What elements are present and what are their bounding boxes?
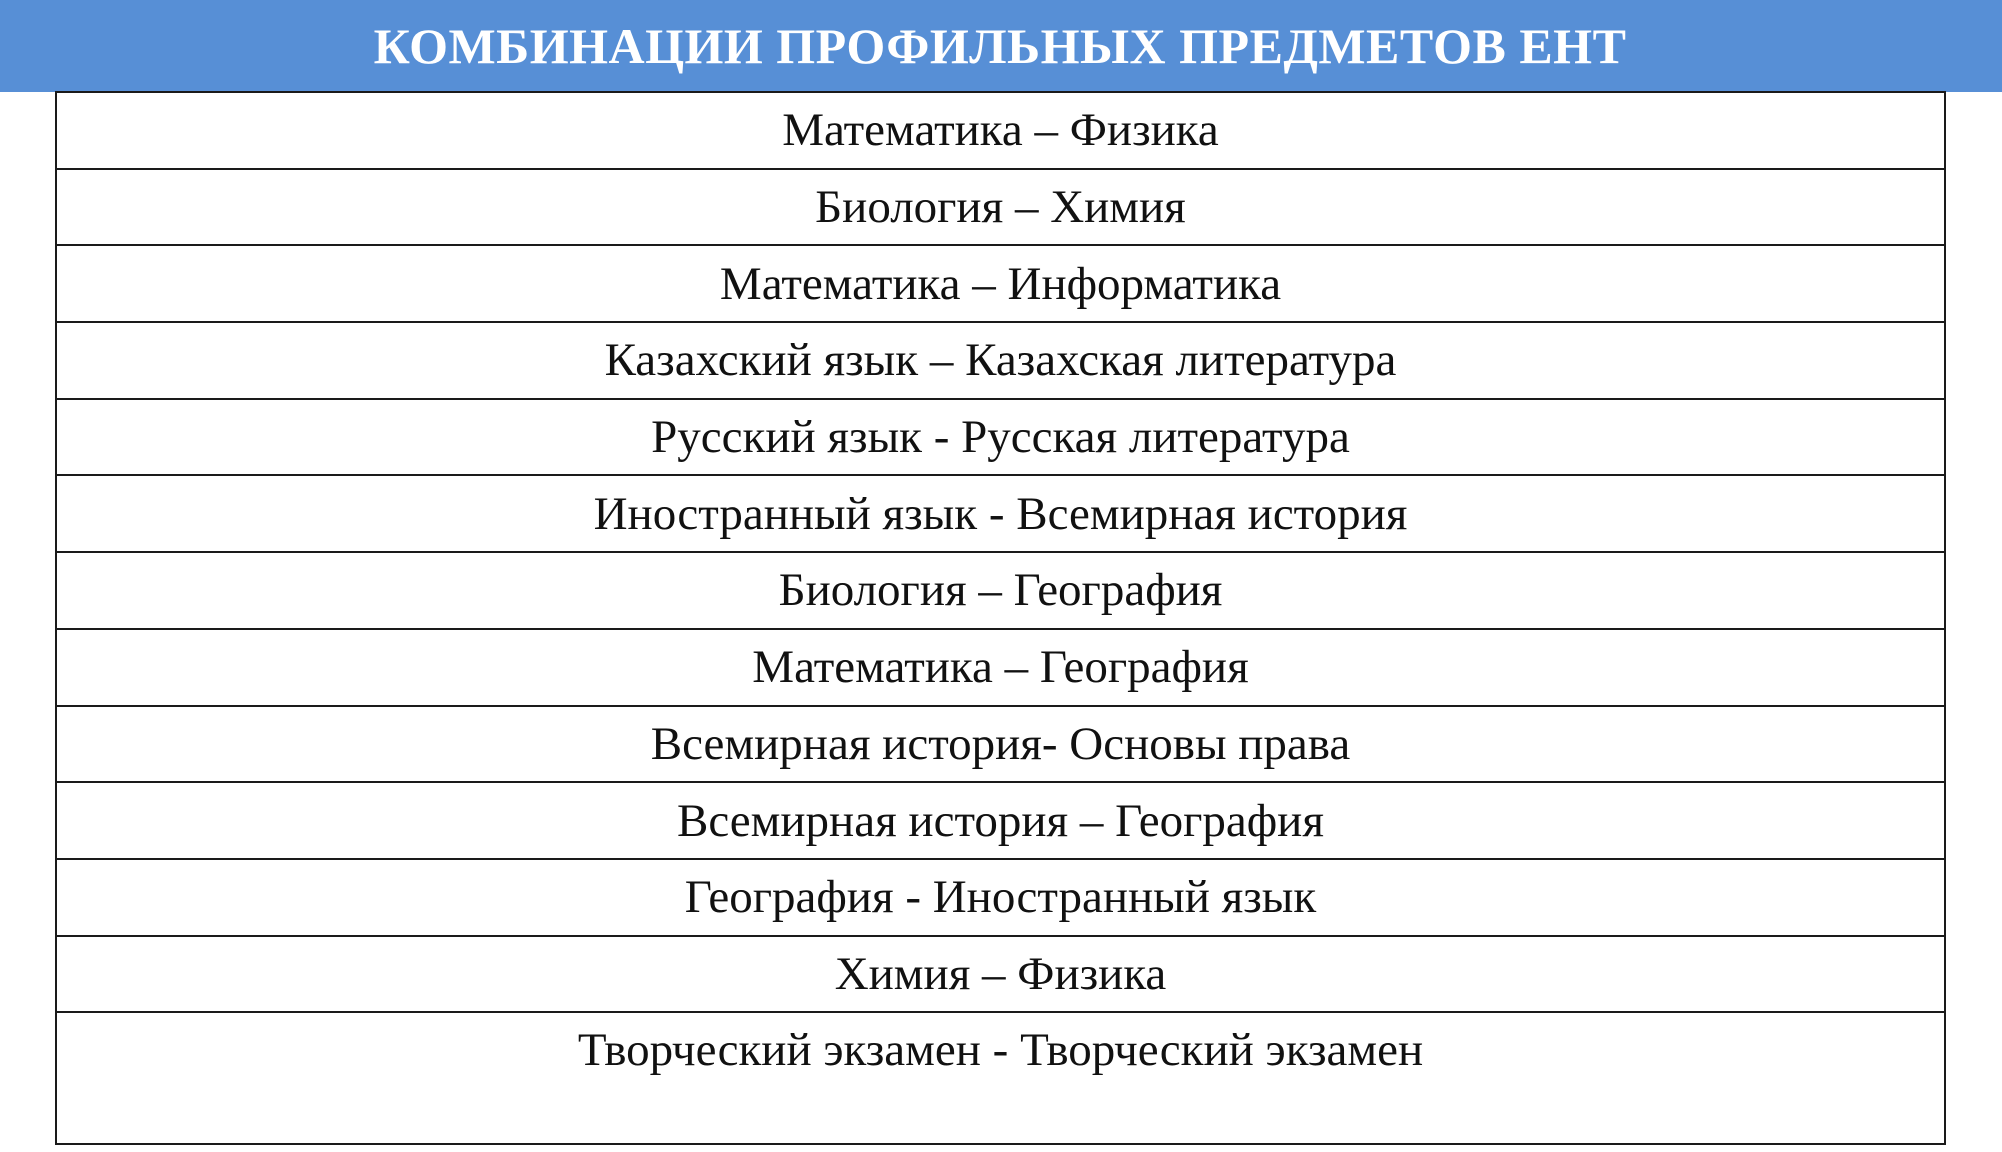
header-bar bbox=[0, 0, 2002, 92]
table-row bbox=[57, 323, 1944, 400]
table-cell: Творческий экзамен - Творческий экзамен bbox=[577, 1024, 1424, 1077]
table-row bbox=[57, 783, 1944, 860]
page-title: КОМБИНАЦИИ ПРОФИЛЬНЫХ ПРЕДМЕТОВ ЕНТ bbox=[373, 18, 1627, 74]
table-cell: Биология – Химия bbox=[815, 181, 1186, 234]
table-cell: Казахский язык – Казахская литература bbox=[604, 334, 1397, 387]
table-row bbox=[57, 707, 1944, 784]
table-row bbox=[57, 553, 1944, 630]
table-cell: Математика – Физика bbox=[782, 104, 1219, 157]
table-cell: Русский язык - Русская литература bbox=[651, 411, 1350, 464]
table-cell: Математика – Информатика bbox=[719, 257, 1282, 310]
table-row bbox=[57, 937, 1944, 1014]
table-cell: Математика – География bbox=[752, 641, 1249, 694]
combinations-table bbox=[55, 91, 1946, 1145]
table-row bbox=[57, 630, 1944, 707]
table-row bbox=[57, 476, 1944, 553]
table-cell: Иностранный язык - Всемирная история bbox=[593, 487, 1408, 540]
table-row bbox=[57, 246, 1944, 323]
table-row bbox=[57, 1013, 1944, 1143]
table-row bbox=[57, 400, 1944, 477]
table-row bbox=[57, 93, 1944, 170]
table-cell: Биология – География bbox=[778, 564, 1223, 617]
table-cell: Всемирная история – География bbox=[677, 794, 1324, 847]
table-row bbox=[57, 860, 1944, 937]
table-row bbox=[57, 170, 1944, 247]
table-cell: Всемирная история- Основы права bbox=[650, 717, 1351, 770]
table-cell: Химия – Физика bbox=[834, 947, 1167, 1000]
table-cell: География - Иностранный язык bbox=[684, 871, 1317, 924]
